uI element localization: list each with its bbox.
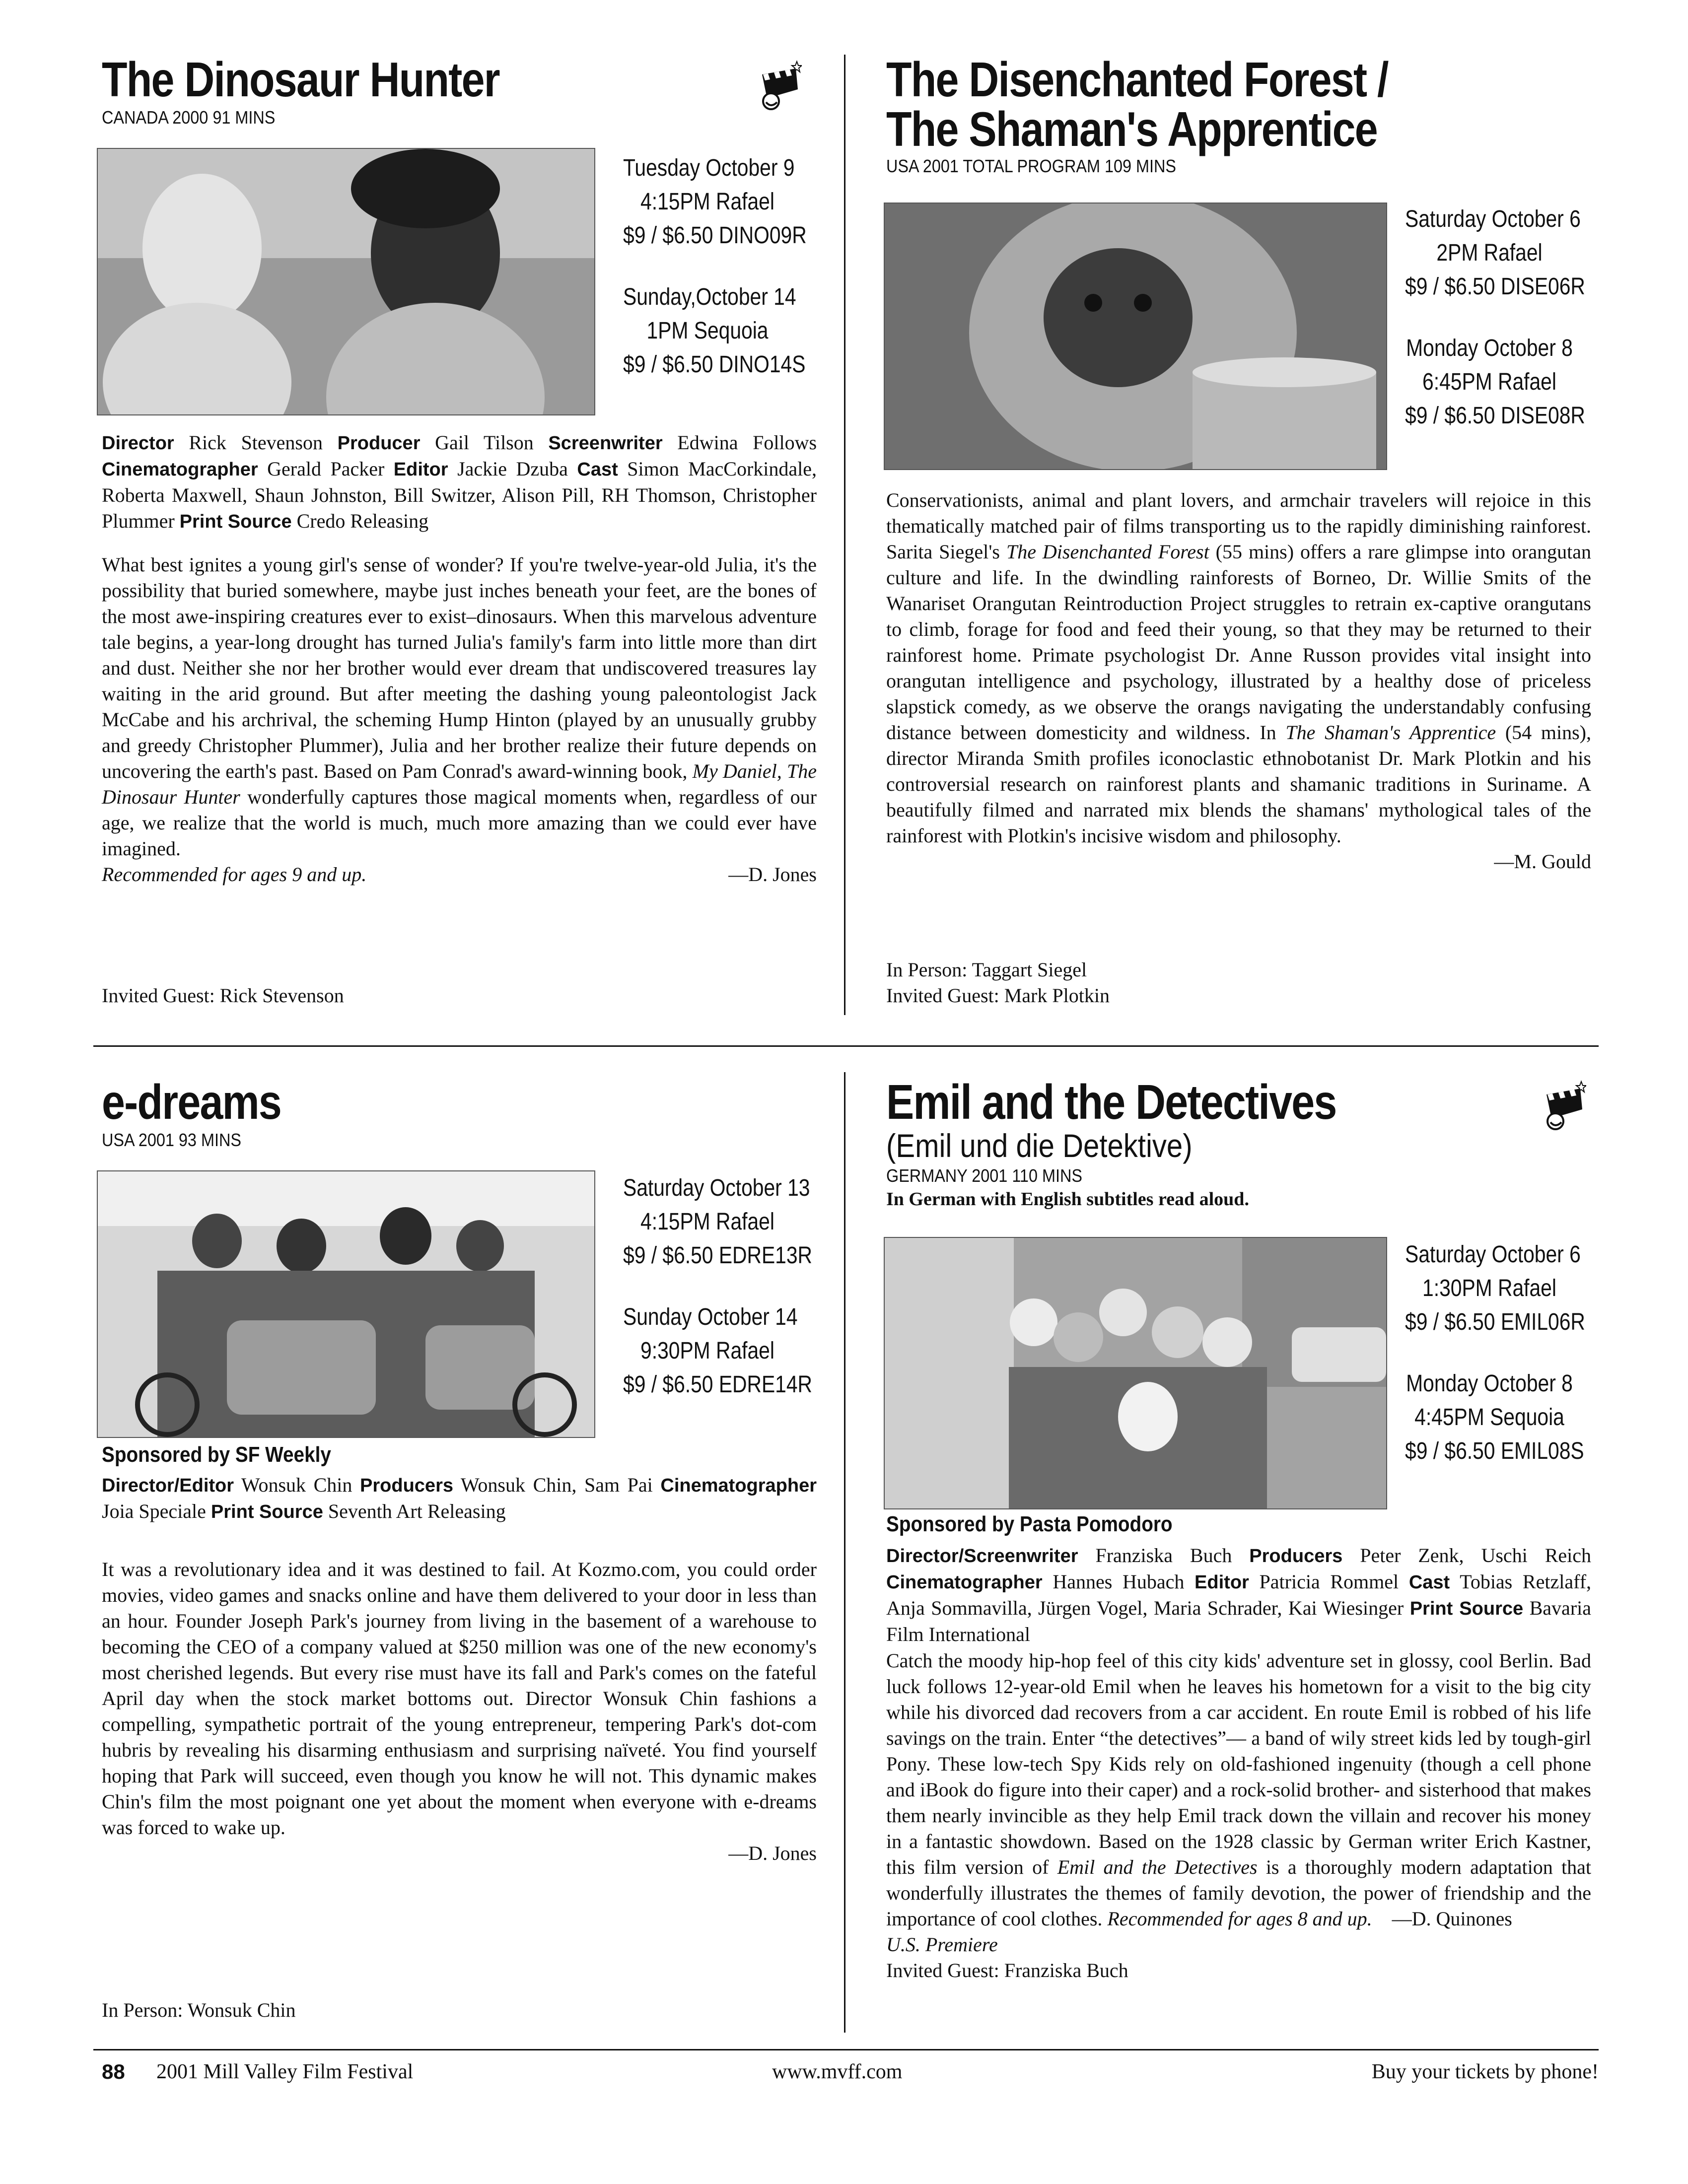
screening-date: Monday October 8 bbox=[1406, 1370, 1573, 1397]
screening-date: Sunday October 14 bbox=[623, 1304, 798, 1330]
credit-value: Joia Speciale bbox=[102, 1500, 206, 1522]
credit-value: Peter Zenk, Uschi Reich bbox=[1360, 1544, 1592, 1567]
film-entry-dinosaur-hunter bbox=[102, 52, 822, 129]
credit-value: Rick Stevenson bbox=[189, 431, 323, 454]
credit-label: Director bbox=[102, 433, 174, 454]
screening-slot bbox=[1390, 332, 1589, 433]
credit-label: Cinematographer bbox=[102, 459, 258, 480]
film-description bbox=[886, 1648, 1591, 1983]
description-text: wonderfully captures those magical moments when, regardless of our age, we realize that the world is much, much more amazing than we could ever have imagined. bbox=[102, 786, 817, 860]
film-title: e-dreams bbox=[102, 1075, 281, 1129]
film-alt-title: (Emil und die Detektive) bbox=[886, 1127, 1193, 1164]
family-film-icon bbox=[1537, 1080, 1586, 1134]
description-text: It was a revolutionary idea and it was destined to fail. At Kozmo.com, you could order movies, video games and snacks online and have them delivered to your door in less than an hour. Founder Joseph Park's journey from living in the basement of a warehouse to becoming the CEO of a company valued at $250 million was one of the new economy's most cherished legends. But every rise must have its fall and Park's comes on the fateful April day when the stock market bottoms out. Director Wonsuk Chin fashions a compelling, sympathetic portrait of the young entrepreneur, tempering Park's dot-com hubris by revealing his disarming enthusiasm and surprising naïveté. You find yourself hoping that Park will succeed, even though you know he will not. This dynamic makes Chin's film the most poignant one yet about the moment when everyone with e-dreams was forced to wake up. bbox=[102, 1558, 817, 1839]
screening-time-venue: 1PM Sequoia bbox=[646, 318, 769, 344]
ticket-tagline: Buy your tickets by phone! bbox=[1371, 2060, 1599, 2083]
film-title-second: The Shaman's Apprentice bbox=[886, 102, 1377, 156]
description-text: (54 mins), director Miranda Smith profiles iconoclastic ethnobotanist Dr. Mark Plotkin and his controversial research on rainforest plants and shamanic traditions in Suriname. A beautifully filmed and narrated mix blends the shamans' mythological tales of the rainforest with Plotkin's incisive wisdom and philosophy. bbox=[886, 721, 1592, 847]
screening-time-venue: 4:15PM Rafael bbox=[640, 1209, 774, 1235]
screening-price-code: $9 / $6.50 EMIL08S bbox=[1405, 1438, 1584, 1464]
credit-label: Editor bbox=[1195, 1572, 1249, 1593]
screening-price-code: $9 / $6.50 DINO14S bbox=[623, 351, 806, 378]
screening-price-code: $9 / $6.50 DISE08R bbox=[1405, 403, 1585, 429]
credit-value: Wonsuk Chin bbox=[241, 1474, 352, 1496]
film-meta: GERMANY 2001 110 MINS bbox=[886, 1165, 1082, 1186]
film-entry-emil-and-the-detectives bbox=[886, 1077, 1606, 1211]
credit-value: Edwina Follows bbox=[677, 431, 817, 454]
film-description bbox=[102, 552, 817, 887]
screenings-disenchanted-forest bbox=[1390, 203, 1589, 433]
description-text: Catch the moody hip-hop feel of this city kids' adventure set in glossy, cool Berlin. Bad luck follows 12-year-old Emil when he leaves his hometown for a visit to the big city while his divorced dad recovers from a car accident. En route Emil is robbed of his life savings on the train. Enter “the detectives”— a band of wily street kids led by tough-girl Pony. These low-tech Spy Kids rely on old-fashioned ingenuity (though a cell phone and iBook do figure into their caper) and a rock-solid brother- and sisterhood that makes them nearly invincible as they help Emil track down the villain and recover his money in a fantastic showdown. Based on the 1928 classic by German writer Erich Kastner, this film version of bbox=[886, 1649, 1591, 1878]
festival-name: 2001 Mill Valley Film Festival bbox=[156, 2060, 414, 2083]
family-film-icon bbox=[752, 60, 802, 114]
book-title: My Daniel, The Dinosaur Hunter bbox=[102, 760, 817, 808]
screening-slot bbox=[608, 280, 807, 382]
description-text: is a thoroughly modern adaptation that wonderfully illustrates the themes of family devotion, the power of friendship and the importance of cool clothes. bbox=[886, 1856, 1592, 1930]
reviewer: —M. Gould bbox=[1494, 850, 1591, 873]
screening-slot bbox=[608, 151, 807, 253]
credit-label: Producer bbox=[337, 433, 421, 454]
credit-value: Gail Tilson bbox=[435, 431, 534, 454]
film-name-italic: The Disenchanted Forest bbox=[1006, 541, 1209, 563]
credit-value: Hannes Hubach bbox=[1053, 1570, 1185, 1593]
film-still-dinosaur-hunter bbox=[97, 148, 595, 415]
film-title: The Disenchanted Forest / bbox=[886, 52, 1388, 107]
screening-slot bbox=[1390, 1367, 1589, 1468]
credit-value: Tobias Retzlaff, Anja Sommavilla, Jürgen Vogel, Maria Schrader, Kai Wiesinger bbox=[886, 1570, 1592, 1619]
column-divider-bottom bbox=[844, 1072, 845, 2033]
screening-price-code: $9 / $6.50 DINO09R bbox=[623, 222, 807, 249]
film-description bbox=[102, 1557, 817, 1866]
description-text: (55 mins) offers a rare glimpse into orangutan culture and life. In the dwindling rainforests of Borneo, Dr. Willie Smits of the Wanariset Orangutan Reintroduction Project struggles to retrain ex-captive orangutans to climb, forage for food and feed their young, so that they may be returned to their rainforest home. Primate psychologist Dr. Anne Russon provides vital insight into orangutan intelligence and psychology, illustrated by a healthy dose of priceless slapstick comedy, as we observe the orangs navigating the understandably confusing distance between domesticity and wildness. In bbox=[886, 541, 1591, 744]
screening-slot bbox=[1390, 203, 1589, 304]
credit-value: Bavaria Film International bbox=[886, 1597, 1591, 1645]
film-still-e-dreams bbox=[97, 1170, 595, 1438]
credit-label: Producers bbox=[1249, 1546, 1343, 1567]
credit-label: Cast bbox=[1408, 1572, 1450, 1593]
film-title: Emil and the Detectives bbox=[886, 1075, 1336, 1129]
screenings-e-dreams bbox=[608, 1171, 813, 1402]
screening-time-venue: 2PM Rafael bbox=[1436, 240, 1543, 266]
screenings-emil-and-the-detectives bbox=[1390, 1238, 1589, 1468]
film-meta: USA 2001 93 MINS bbox=[102, 1130, 241, 1150]
film-meta: USA 2001 TOTAL PROGRAM 109 MINS bbox=[886, 156, 1177, 176]
film-name-italic: Emil and the Detectives bbox=[1057, 1856, 1258, 1878]
website-link[interactable]: www.mvff.com bbox=[772, 2060, 903, 2083]
credit-label: Cinematographer bbox=[886, 1572, 1043, 1593]
sponsor-line: Sponsored by Pasta Pomodoro bbox=[886, 1512, 1173, 1536]
film-title: The Dinosaur Hunter bbox=[102, 52, 499, 107]
section-divider bbox=[93, 1045, 1599, 1047]
credit-value: Simon MacCorkindale, Roberta Maxwell, Shaun Johnston, Bill Switzer, Alison Pill, RH Thomson, Christopher Plummer bbox=[102, 458, 817, 532]
film-still-emil-and-the-detectives bbox=[884, 1237, 1387, 1509]
reviewer: —D. Jones bbox=[728, 1842, 817, 1864]
screening-slot bbox=[608, 1171, 813, 1273]
credit-label: Print Source bbox=[211, 1502, 323, 1522]
credit-value: Seventh Art Releasing bbox=[328, 1500, 506, 1522]
film-description bbox=[886, 487, 1591, 875]
age-recommendation: Recommended for ages 9 and up. bbox=[102, 863, 367, 886]
screening-price-code: $9 / $6.50 EDRE13R bbox=[623, 1242, 813, 1269]
screening-time-venue: 4:15PM Rafael bbox=[640, 189, 774, 215]
credit-label: Screenwriter bbox=[548, 433, 663, 454]
sponsor-line: Sponsored by SF Weekly bbox=[102, 1442, 331, 1467]
screening-price-code: $9 / $6.50 EDRE14R bbox=[623, 1371, 813, 1398]
credit-label: Editor bbox=[393, 459, 448, 480]
film-credits bbox=[102, 1472, 817, 1525]
screening-price-code: $9 / $6.50 DISE06R bbox=[1405, 273, 1585, 300]
film-name-italic: The Shaman's Apprentice bbox=[1285, 721, 1496, 744]
language-note: In German with English subtitles read aloud. bbox=[886, 1189, 1249, 1210]
screening-time-venue: 6:45PM Rafael bbox=[1422, 369, 1556, 395]
screening-slot bbox=[1390, 1238, 1589, 1339]
reviewer: —D. Jones bbox=[728, 863, 817, 886]
in-person-guest: In Person: Taggart Siegel bbox=[886, 958, 1087, 981]
reviewer: —D. Quinones bbox=[1392, 1908, 1512, 1930]
film-still-disenchanted-forest bbox=[884, 203, 1387, 470]
screening-date: Saturday October 6 bbox=[1405, 1241, 1581, 1268]
footer-rule bbox=[93, 2049, 1599, 2050]
credit-label: Producers bbox=[360, 1475, 453, 1496]
screening-date: Saturday October 6 bbox=[1405, 206, 1581, 232]
credit-value: Patricia Rommel bbox=[1259, 1570, 1399, 1593]
screening-time-venue: 9:30PM Rafael bbox=[640, 1338, 774, 1364]
screening-date: Tuesday October 9 bbox=[623, 155, 795, 181]
invited-guest: Invited Guest: Mark Plotkin bbox=[886, 984, 1110, 1007]
credit-label: Print Source bbox=[179, 511, 292, 532]
credit-label: Director/Editor bbox=[102, 1475, 234, 1496]
screening-slot bbox=[608, 1300, 813, 1402]
film-entry-e-dreams bbox=[102, 1077, 822, 1152]
invited-guest: Invited Guest: Franziska Buch bbox=[886, 1959, 1128, 1981]
screening-time-venue: 4:45PM Sequoia bbox=[1414, 1404, 1564, 1431]
invited-guest: Invited Guest: Rick Stevenson bbox=[102, 984, 344, 1007]
credit-value: Wonsuk Chin, Sam Pai bbox=[460, 1474, 653, 1496]
screening-date: Sunday,October 14 bbox=[623, 284, 796, 310]
in-person-guest: In Person: Wonsuk Chin bbox=[102, 1999, 296, 2021]
column-divider-top bbox=[844, 55, 845, 1015]
credit-value: Franziska Buch bbox=[1095, 1544, 1232, 1567]
credit-value: Gerald Packer bbox=[267, 458, 385, 480]
film-entry-disenchanted-forest bbox=[886, 52, 1606, 178]
credit-value: Credo Releasing bbox=[296, 510, 429, 532]
screenings-dinosaur-hunter bbox=[608, 151, 807, 382]
screening-date: Monday October 8 bbox=[1406, 335, 1573, 361]
screening-time-venue: 1:30PM Rafael bbox=[1422, 1275, 1556, 1301]
screening-price-code: $9 / $6.50 EMIL06R bbox=[1405, 1309, 1585, 1335]
film-credits bbox=[102, 430, 817, 535]
credit-label: Director/Screenwriter bbox=[886, 1546, 1078, 1567]
screening-date: Saturday October 13 bbox=[623, 1175, 810, 1201]
description-text: What best ignites a young girl's sense of wonder? If you're twelve-year-old Julia, it's the possibility that buried somewhere, maybe just inches beneath your feet, are the bones of the most awe-inspiring creatures ever to exist–dinosaurs. When this marvelous adventure tale begins, a year-long drought has turned Julia's family's farm into little more than dirt and dust. Neither she nor her brother would ever dream that undiscovered treasures lay waiting in the arid ground. But after meeting the dashing young paleontologist Jack McCabe and his archrival, the scheming Hump Hinton (played by an unusually grubby and greedy Christopher Plummer), Julia and her brother realize their future depends on uncovering the earth's past. Based on Pam Conrad's award-winning book, bbox=[102, 553, 817, 782]
description-text: Conservationists, animal and plant lovers, and armchair travelers will rejoice in this thematically matched pair of films transporting us to the rapidly diminishing rainforest. Sarita Siegel's bbox=[886, 489, 1591, 563]
credit-value: Jackie Dzuba bbox=[457, 458, 568, 480]
film-credits bbox=[886, 1543, 1591, 1647]
premiere-note: U.S. Premiere bbox=[886, 1933, 998, 1956]
page-number: 88 bbox=[102, 2060, 125, 2083]
film-meta: CANADA 2000 91 MINS bbox=[102, 107, 276, 128]
age-recommendation: Recommended for ages 8 and up. bbox=[1107, 1908, 1372, 1930]
credit-label: Print Source bbox=[1409, 1598, 1524, 1619]
credit-label: Cast bbox=[577, 459, 618, 480]
credit-label: Cinematographer bbox=[660, 1475, 817, 1496]
